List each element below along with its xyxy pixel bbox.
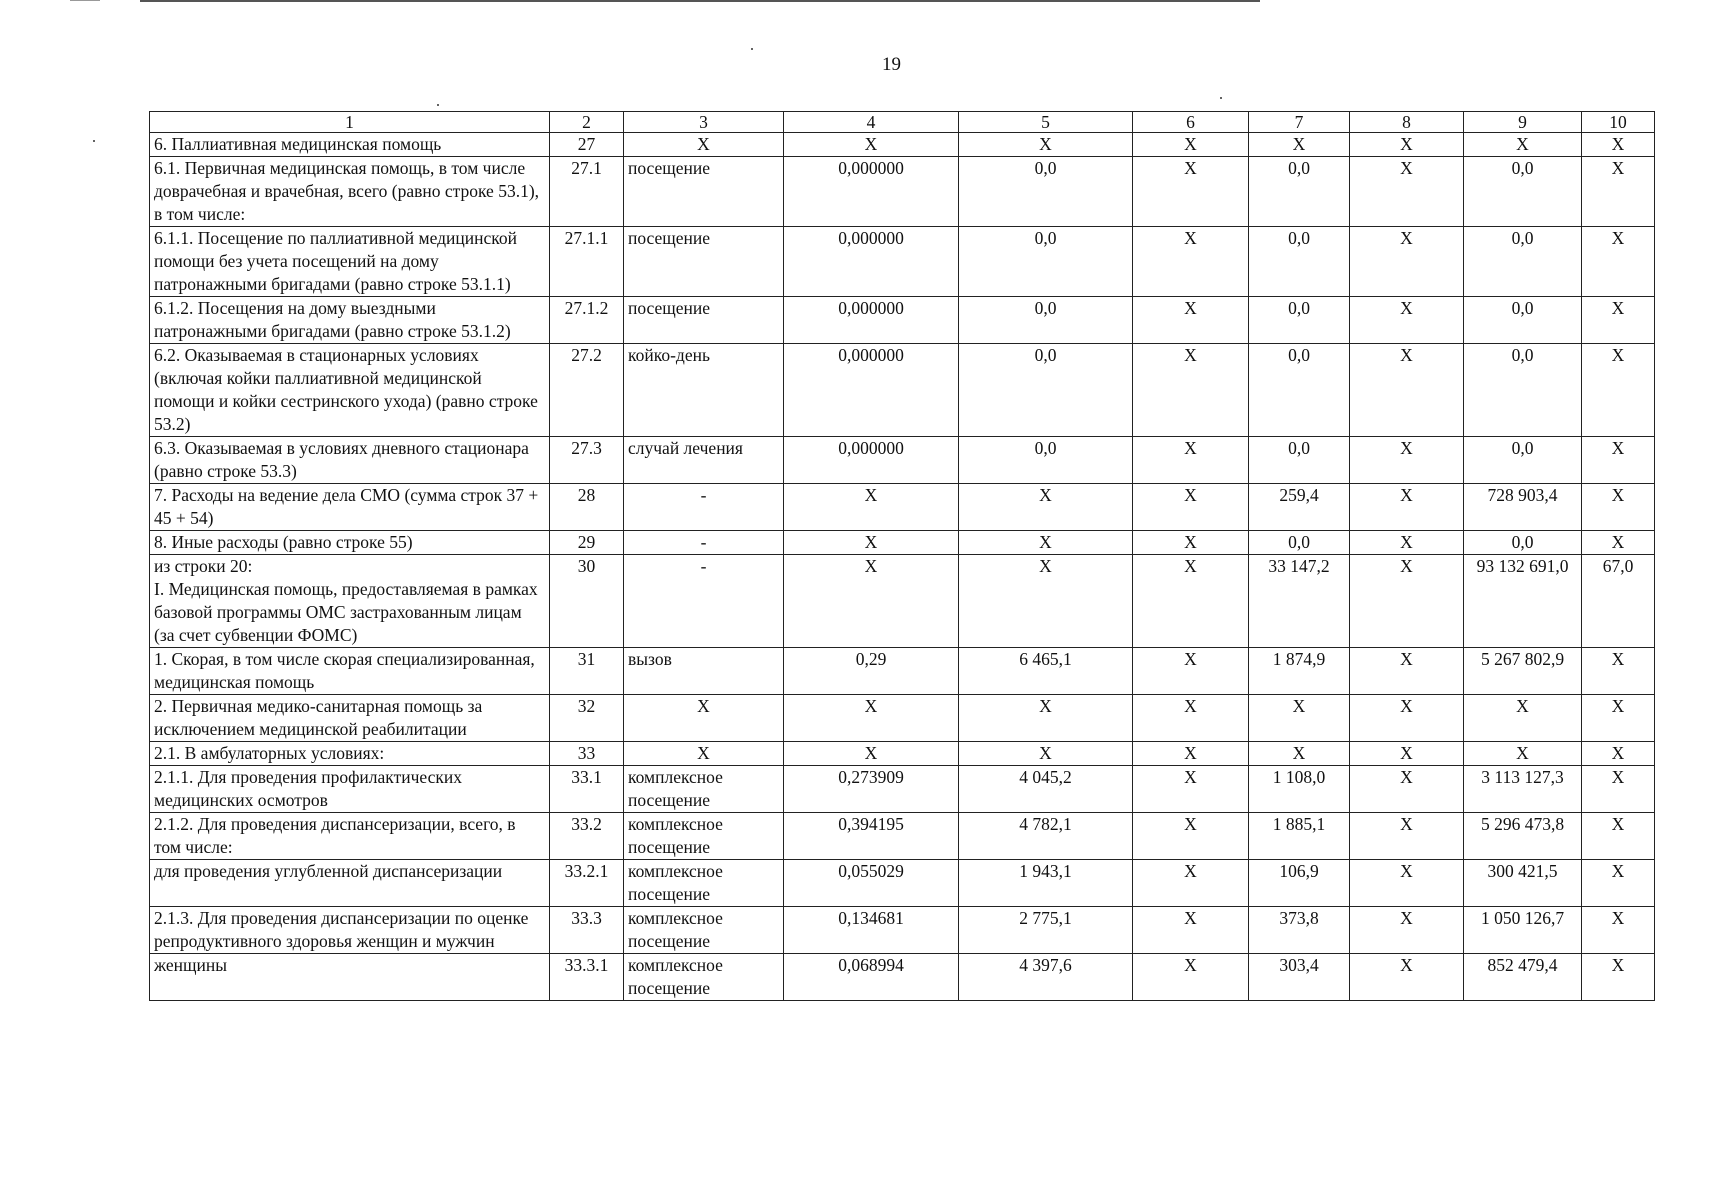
per-capita-norm-cell: 0,000000 — [784, 437, 959, 484]
unit-cell: - — [624, 555, 784, 648]
unit-cell: посещение — [624, 227, 784, 297]
col9-cell: 93 132 691,0 — [1464, 555, 1582, 648]
row-number-cell: 33.3 — [550, 907, 624, 954]
unit-cost-cell: 2 775,1 — [959, 907, 1133, 954]
col10-cell: 67,0 — [1582, 555, 1655, 648]
col6-cell: X — [1133, 227, 1249, 297]
table-row — [150, 531, 1655, 555]
per-capita-norm-cell: 0,29 — [784, 648, 959, 695]
header-cell: 6 — [1133, 112, 1249, 133]
top-rule — [140, 0, 1260, 2]
row-label-cell: 2.1.2. Для проведения диспансеризации, всего, в том числе: — [150, 813, 550, 860]
table-row — [150, 227, 1655, 297]
unit-cell: комплексное посещение — [624, 766, 784, 813]
per-capita-norm-cell: 0,068994 — [784, 954, 959, 1001]
page-number: 19 — [882, 54, 901, 75]
row-number-cell: 30 — [550, 555, 624, 648]
row-label-cell: 8. Иные расходы (равно строке 55) — [150, 531, 550, 555]
unit-cell: X — [624, 133, 784, 157]
col8-cell: X — [1350, 133, 1464, 157]
unit-cell: посещение — [624, 297, 784, 344]
table-row — [150, 742, 1655, 766]
header-cell: 10 — [1582, 112, 1655, 133]
col10-cell: X — [1582, 954, 1655, 1001]
col6-cell: X — [1133, 157, 1249, 227]
col6-cell: X — [1133, 531, 1249, 555]
per-capita-norm-cell: 0,000000 — [784, 227, 959, 297]
row-number-cell: 31 — [550, 648, 624, 695]
unit-cell: комплексное посещение — [624, 907, 784, 954]
unit-cost-cell: X — [959, 695, 1133, 742]
col7-cell: 0,0 — [1249, 531, 1350, 555]
col8-cell: X — [1350, 907, 1464, 954]
col9-cell: 5 296 473,8 — [1464, 813, 1582, 860]
unit-cost-cell: 0,0 — [959, 227, 1133, 297]
row-number-cell: 27.2 — [550, 344, 624, 437]
col8-cell: X — [1350, 531, 1464, 555]
header-cell: 7 — [1249, 112, 1350, 133]
unit-cost-cell: X — [959, 484, 1133, 531]
unit-cost-cell: 0,0 — [959, 344, 1133, 437]
header-cell: 5 — [959, 112, 1133, 133]
col8-cell: X — [1350, 766, 1464, 813]
unit-cost-cell: 4 782,1 — [959, 813, 1133, 860]
col10-cell: X — [1582, 344, 1655, 437]
col8-cell: X — [1350, 157, 1464, 227]
unit-cell: случай лечения — [624, 437, 784, 484]
col9-cell: 3 113 127,3 — [1464, 766, 1582, 813]
row-number-cell: 28 — [550, 484, 624, 531]
unit-cost-cell: 1 943,1 — [959, 860, 1133, 907]
data-table — [149, 111, 1655, 1001]
col6-cell: X — [1133, 297, 1249, 344]
col10-cell: X — [1582, 907, 1655, 954]
per-capita-norm-cell: X — [784, 555, 959, 648]
col10-cell: X — [1582, 860, 1655, 907]
unit-cell: комплексное посещение — [624, 813, 784, 860]
per-capita-norm-cell: 0,055029 — [784, 860, 959, 907]
col8-cell: X — [1350, 484, 1464, 531]
col10-cell: X — [1582, 437, 1655, 484]
per-capita-norm-cell: X — [784, 133, 959, 157]
unit-cell: - — [624, 484, 784, 531]
col8-cell: X — [1350, 344, 1464, 437]
col9-cell: 0,0 — [1464, 157, 1582, 227]
row-label-cell: 6.2. Оказываемая в стационарных условиях (включая койки паллиативной медицинской помощи и койки сестринского ухода) (равно строке 53.2) — [150, 344, 550, 437]
table-row — [150, 695, 1655, 742]
table-body — [150, 112, 1655, 1001]
col10-cell: X — [1582, 648, 1655, 695]
row-label-cell: 2. Первичная медико-санитарная помощь за исключением медицинской реабилитации — [150, 695, 550, 742]
col10-cell: X — [1582, 742, 1655, 766]
row-number-cell: 33.1 — [550, 766, 624, 813]
col10-cell: X — [1582, 157, 1655, 227]
col7-cell: 1 885,1 — [1249, 813, 1350, 860]
col8-cell: X — [1350, 813, 1464, 860]
unit-cell: вызов — [624, 648, 784, 695]
unit-cell: X — [624, 695, 784, 742]
row-label-cell: женщины — [150, 954, 550, 1001]
header-cell: 8 — [1350, 112, 1464, 133]
header-cell: 1 — [150, 112, 550, 133]
col9-cell: 1 050 126,7 — [1464, 907, 1582, 954]
col9-cell: 0,0 — [1464, 227, 1582, 297]
col8-cell: X — [1350, 555, 1464, 648]
col9-cell: 852 479,4 — [1464, 954, 1582, 1001]
row-label-cell: для проведения углубленной диспансеризации — [150, 860, 550, 907]
col6-cell: X — [1133, 742, 1249, 766]
row-label-cell: 2.1.1. Для проведения профилактических медицинских осмотров — [150, 766, 550, 813]
row-label-cell: 6.1.2. Посещения на дому выездными патронажными бригадами (равно строке 53.1.2) — [150, 297, 550, 344]
header-cell: 9 — [1464, 112, 1582, 133]
col6-cell: X — [1133, 954, 1249, 1001]
row-label-cell: 6.1.1. Посещение по паллиативной медицинской помощи без учета посещений на дому патронажными бригадами (равно строке 53.1.1) — [150, 227, 550, 297]
col9-cell: 300 421,5 — [1464, 860, 1582, 907]
unit-cost-cell: 0,0 — [959, 297, 1133, 344]
unit-cost-cell: X — [959, 555, 1133, 648]
unit-cell: комплексное посещение — [624, 860, 784, 907]
table-row — [150, 297, 1655, 344]
row-number-cell: 27 — [550, 133, 624, 157]
col7-cell: 0,0 — [1249, 437, 1350, 484]
col9-cell: 0,0 — [1464, 437, 1582, 484]
per-capita-norm-cell: X — [784, 531, 959, 555]
col6-cell: X — [1133, 860, 1249, 907]
col9-cell: X — [1464, 133, 1582, 157]
col9-cell: X — [1464, 695, 1582, 742]
unit-cost-cell: 0,0 — [959, 437, 1133, 484]
col10-cell: X — [1582, 813, 1655, 860]
col6-cell: X — [1133, 344, 1249, 437]
col6-cell: X — [1133, 766, 1249, 813]
per-capita-norm-cell: X — [784, 695, 959, 742]
per-capita-norm-cell: 0,000000 — [784, 157, 959, 227]
unit-cost-cell: 0,0 — [959, 157, 1133, 227]
per-capita-norm-cell: 0,394195 — [784, 813, 959, 860]
table-row — [150, 484, 1655, 531]
scan-speck — [93, 140, 95, 142]
col10-cell: X — [1582, 484, 1655, 531]
col6-cell: X — [1133, 907, 1249, 954]
row-number-cell: 32 — [550, 695, 624, 742]
row-label-cell: 2.1. В амбулаторных условиях: — [150, 742, 550, 766]
unit-cost-cell: 4 397,6 — [959, 954, 1133, 1001]
col10-cell: X — [1582, 297, 1655, 344]
col10-cell: X — [1582, 531, 1655, 555]
col10-cell: X — [1582, 133, 1655, 157]
unit-cost-cell: 6 465,1 — [959, 648, 1133, 695]
row-number-cell: 33.2.1 — [550, 860, 624, 907]
row-number-cell: 27.1 — [550, 157, 624, 227]
per-capita-norm-cell: 0,134681 — [784, 907, 959, 954]
table-row — [150, 813, 1655, 860]
header-cell: 3 — [624, 112, 784, 133]
table-row — [150, 133, 1655, 157]
table-row — [150, 766, 1655, 813]
col6-cell: X — [1133, 695, 1249, 742]
col6-cell: X — [1133, 648, 1249, 695]
per-capita-norm-cell: X — [784, 742, 959, 766]
col8-cell: X — [1350, 437, 1464, 484]
unit-cost-cell: 4 045,2 — [959, 766, 1133, 813]
table-row — [150, 860, 1655, 907]
col7-cell: 106,9 — [1249, 860, 1350, 907]
col8-cell: X — [1350, 742, 1464, 766]
row-number-cell: 27.3 — [550, 437, 624, 484]
col7-cell: 0,0 — [1249, 157, 1350, 227]
col10-cell: X — [1582, 695, 1655, 742]
col8-cell: X — [1350, 227, 1464, 297]
row-label-cell: 7. Расходы на ведение дела СМО (сумма строк 37 + 45 + 54) — [150, 484, 550, 531]
scan-speck — [437, 104, 439, 106]
unit-cell: - — [624, 531, 784, 555]
per-capita-norm-cell: 0,000000 — [784, 344, 959, 437]
col7-cell: 33 147,2 — [1249, 555, 1350, 648]
table-row — [150, 954, 1655, 1001]
col6-cell: X — [1133, 437, 1249, 484]
table-row — [150, 907, 1655, 954]
col7-cell: X — [1249, 742, 1350, 766]
row-label-cell: 2.1.3. Для проведения диспансеризации по оценке репродуктивного здоровья женщин и мужчин — [150, 907, 550, 954]
table-row — [150, 157, 1655, 227]
column-number-row — [150, 112, 1655, 133]
col7-cell: 259,4 — [1249, 484, 1350, 531]
row-number-cell: 33.3.1 — [550, 954, 624, 1001]
row-label-cell: 6. Паллиативная медицинская помощь — [150, 133, 550, 157]
col10-cell: X — [1582, 766, 1655, 813]
row-label-cell: 6.1. Первичная медицинская помощь, в том числе доврачебная и врачебная, всего (равно строке 53.1), в том числе: — [150, 157, 550, 227]
unit-cost-cell: X — [959, 531, 1133, 555]
col9-cell: X — [1464, 742, 1582, 766]
row-label-cell: 6.3. Оказываемая в условиях дневного стационара (равно строке 53.3) — [150, 437, 550, 484]
col9-cell: 0,0 — [1464, 531, 1582, 555]
table-row — [150, 648, 1655, 695]
col9-cell: 5 267 802,9 — [1464, 648, 1582, 695]
col10-cell: X — [1582, 227, 1655, 297]
top-dash-mark — [70, 0, 100, 1]
col7-cell: X — [1249, 695, 1350, 742]
row-label-cell: 1. Скорая, в том числе скорая специализированная, медицинская помощь — [150, 648, 550, 695]
col8-cell: X — [1350, 648, 1464, 695]
col8-cell: X — [1350, 954, 1464, 1001]
table-row — [150, 437, 1655, 484]
col8-cell: X — [1350, 860, 1464, 907]
col7-cell: 303,4 — [1249, 954, 1350, 1001]
col9-cell: 0,0 — [1464, 297, 1582, 344]
row-label-cell: из строки 20: I. Медицинская помощь, предоставляемая в рамках базовой программы ОМС застрахованным лицам (за счет субвенции ФОМС) — [150, 555, 550, 648]
table-row — [150, 344, 1655, 437]
table-row — [150, 555, 1655, 648]
col8-cell: X — [1350, 695, 1464, 742]
col6-cell: X — [1133, 484, 1249, 531]
col7-cell: 0,0 — [1249, 297, 1350, 344]
row-number-cell: 33 — [550, 742, 624, 766]
header-cell: 2 — [550, 112, 624, 133]
unit-cell: X — [624, 742, 784, 766]
per-capita-norm-cell: 0,273909 — [784, 766, 959, 813]
col7-cell: 1 108,0 — [1249, 766, 1350, 813]
col6-cell: X — [1133, 813, 1249, 860]
col9-cell: 0,0 — [1464, 344, 1582, 437]
unit-cell: посещение — [624, 157, 784, 227]
col7-cell: 1 874,9 — [1249, 648, 1350, 695]
col7-cell: 373,8 — [1249, 907, 1350, 954]
col7-cell: X — [1249, 133, 1350, 157]
header-cell: 4 — [784, 112, 959, 133]
scan-speck — [1220, 97, 1222, 99]
col6-cell: X — [1133, 133, 1249, 157]
unit-cost-cell: X — [959, 742, 1133, 766]
row-number-cell: 27.1.2 — [550, 297, 624, 344]
col6-cell: X — [1133, 555, 1249, 648]
scan-speck — [751, 48, 753, 50]
row-number-cell: 27.1.1 — [550, 227, 624, 297]
row-number-cell: 29 — [550, 531, 624, 555]
per-capita-norm-cell: X — [784, 484, 959, 531]
col7-cell: 0,0 — [1249, 344, 1350, 437]
unit-cell: комплексное посещение — [624, 954, 784, 1001]
unit-cost-cell: X — [959, 133, 1133, 157]
unit-cell: койко-день — [624, 344, 784, 437]
col9-cell: 728 903,4 — [1464, 484, 1582, 531]
col8-cell: X — [1350, 297, 1464, 344]
col7-cell: 0,0 — [1249, 227, 1350, 297]
per-capita-norm-cell: 0,000000 — [784, 297, 959, 344]
row-number-cell: 33.2 — [550, 813, 624, 860]
